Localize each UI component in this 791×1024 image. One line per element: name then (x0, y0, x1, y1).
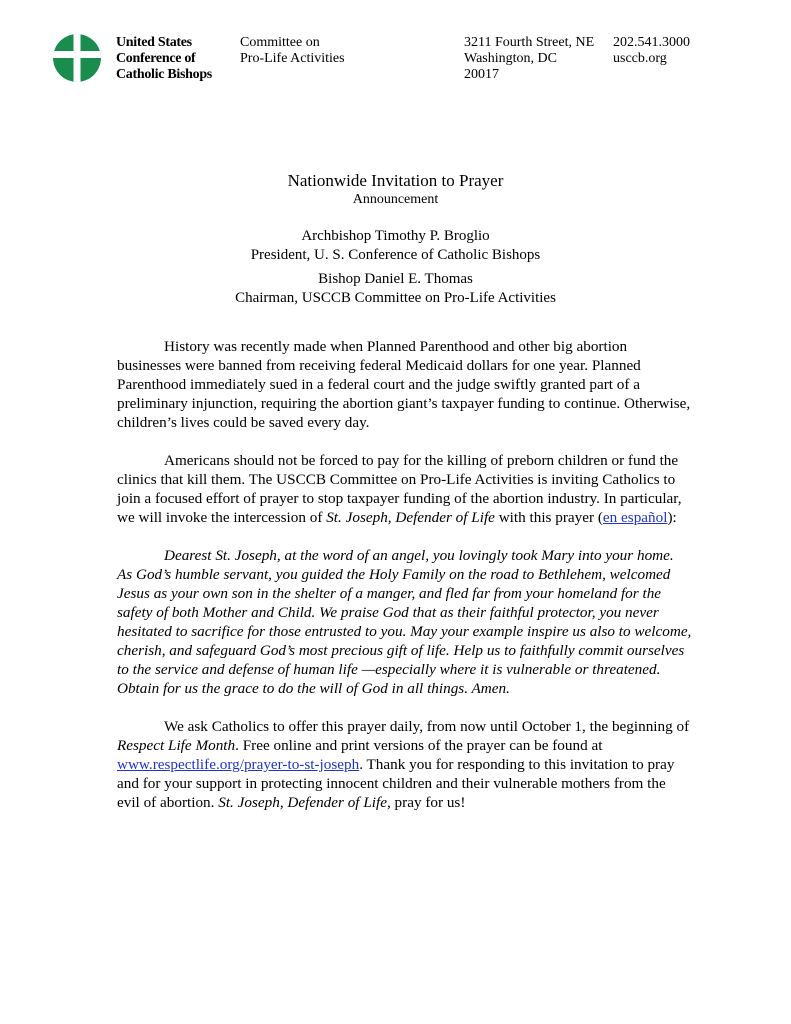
text: Americans should not be forced to pay for the killing of preborn children or fund the clinics that kill them. The USCCB Committee on Pro-Life Activities is inviting Catholics to join a focused effort of prayer to stop taxpayer funding of the abortion industry. In particular, we will invoke the intercession of (117, 452, 682, 526)
org-line: United States (116, 35, 192, 50)
signer (0, 227, 791, 265)
signer-role: President, U. S. Conference of Catholic Bishops (250, 247, 541, 263)
organization-name (116, 35, 212, 83)
text: . Free online and print versions of the prayer can be found at (235, 737, 603, 754)
signer-role: Chairman, USCCB Committee on Pro-Life Activities (235, 290, 556, 306)
org-line: Catholic Bishops (116, 67, 212, 82)
italic-text: St. Joseph, Defender of Life (326, 509, 495, 526)
paragraph-history: History was recently made when Planned Parenthood and other big abortion businesses were banned from receiving federal Medicaid dollars for one year. Planned Parenthood immediately sued in a federal court and the judge swiftly granted part of a preliminary injunction, requiring the abortion giant’s taxpayer funding to continue. Otherwise, children’s lives could be saved every day. (117, 338, 691, 431)
website: usccb.org (613, 51, 667, 66)
letterhead (53, 34, 753, 84)
address-line: Washington, DC (464, 51, 557, 66)
address-line: 20017 (464, 67, 499, 82)
letter-body (117, 337, 692, 831)
committee-line: Committee on (240, 35, 320, 50)
respectlife-link[interactable]: www.respectlife.org/prayer-to-st-joseph (117, 756, 360, 773)
mailing-address (464, 35, 594, 83)
signers-block (0, 227, 791, 313)
committee-name (240, 35, 345, 67)
document-title: Nationwide Invitation to Prayer (287, 171, 504, 190)
address-line: 3211 Fourth Street, NE (464, 35, 595, 50)
paragraph-invitation (117, 451, 692, 527)
text: pray for us! (390, 794, 466, 811)
text: We ask Catholics to offer this prayer daily, from now until October 1, the beginning of (164, 718, 690, 735)
signer (0, 270, 791, 308)
italic-text: Respect Life Month (117, 737, 236, 754)
signer-name: Bishop Daniel E. Thomas (318, 271, 473, 287)
document-subtitle: Announcement (352, 192, 439, 207)
paragraph-request (117, 717, 692, 812)
text: . Thank you for responding to this invitation to pray and for your support in protecting innocent children and their vulnerable mothers from the evil of abortion. (117, 756, 675, 811)
committee-line: Pro-Life Activities (240, 51, 345, 66)
prayer-text: Dearest St. Joseph, at the word of an angel, you lovingly took Mary into your home. As God’s humble servant, you guided the Holy Family on the road to Bethlehem, welcomed Jesus as your own son in the shelter of a manger, and fled far from your homeland for the safety of both Mother and Child. We praise God that as their faithful protector, you never hesitated to sacrifice for those entrusted to you. May your example inspire us also to welcome, cherish, and safeguard God’s most precious gift of life. Help us to faithfully commit ourselves to the service and defense of human life —especially where it is vulnerable or threatened. Obtain for us the grace to do the will of God in all things. Amen. (117, 547, 692, 697)
org-line: Conference of (116, 51, 196, 66)
text: ): (667, 509, 677, 526)
phone-number: 202.541.3000 (613, 35, 690, 50)
italic-text: St. Joseph, Defender of Life, (218, 794, 391, 811)
usccb-cross-logo-icon (53, 34, 101, 82)
signer-name: Archbishop Timothy P. Broglio (301, 228, 490, 244)
contact-info (613, 35, 690, 67)
spanish-version-link[interactable]: en español (602, 509, 668, 526)
document-header (0, 171, 791, 209)
text: with this prayer ( (494, 509, 603, 526)
